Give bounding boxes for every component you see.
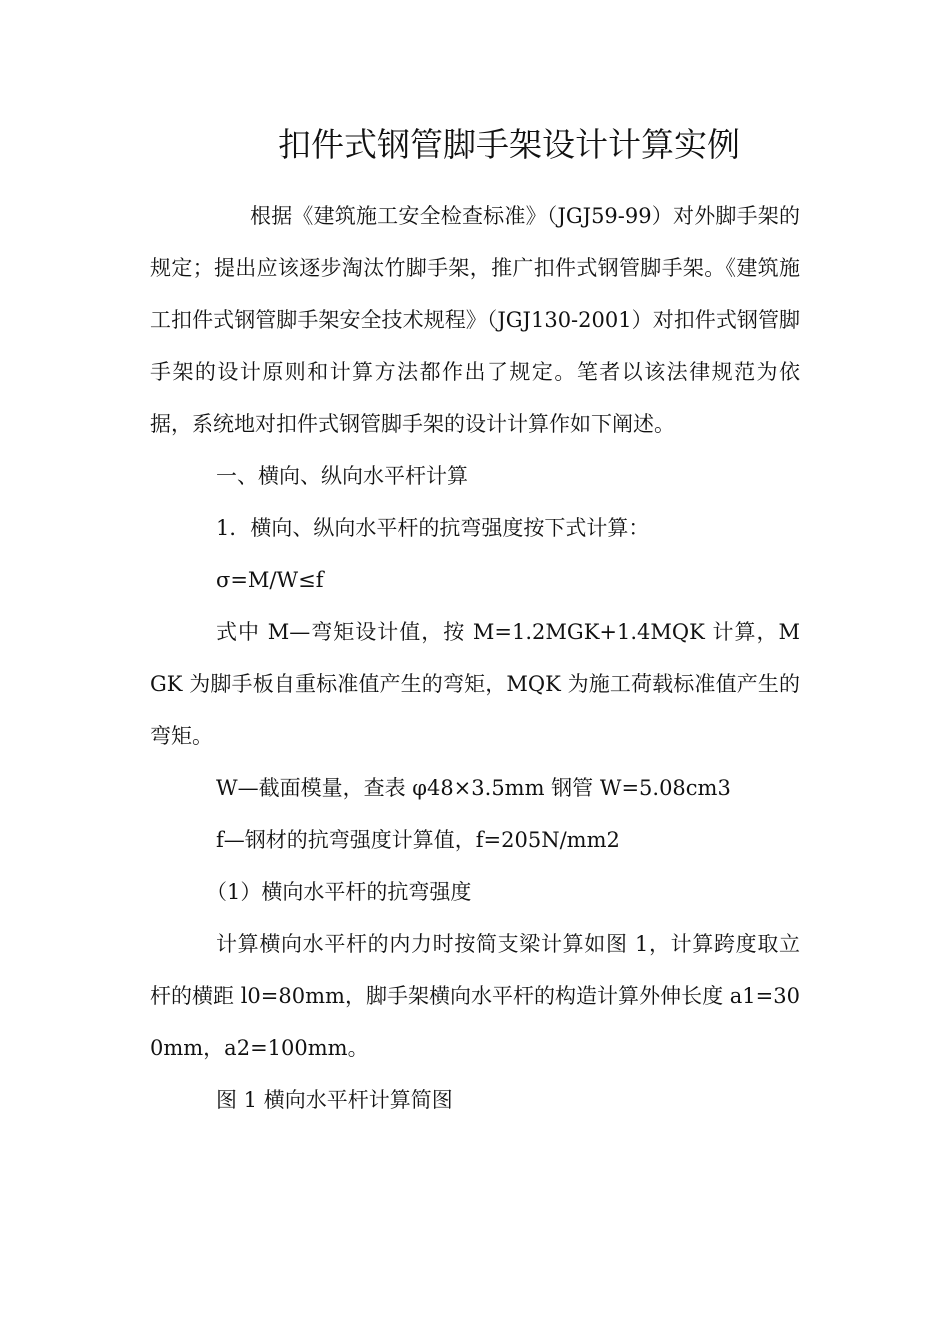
calculation-paragraph: 计算横向水平杆的内力时按简支梁计算如图 1，计算跨度取立杆的横距 l0=80mm，脚手架横向水平杆的构造计算外伸长度 a1=300mm，a2=100mm。 (150, 932, 800, 1060)
subsection-heading: （1）横向水平杆的抗弯强度 (206, 880, 472, 904)
formula-explanation-m: 式中 M—弯矩设计值，按 M=1.2MGK+1.4MQK 计算，MGK 为脚手板自重标准值产生的弯矩，MQK 为施工荷载标准值产生的弯矩。 (150, 620, 800, 748)
section-heading: 一、横向、纵向水平杆计算 (216, 464, 468, 488)
formula-explanation-w: W—截面模量，查表 φ48×3.5mm 钢管 W=5.08cm3 (216, 776, 731, 800)
figure-caption: 图 1 横向水平杆计算简图 (216, 1088, 453, 1112)
document-body (150, 190, 800, 1126)
document-title: 扣件式钢管脚手架设计计算实例 (278, 125, 740, 164)
formula: σ=M/W≤f (216, 568, 324, 592)
formula-explanation-f: f—钢材的抗弯强度计算值，f=205N/mm2 (216, 828, 620, 852)
item-heading: 1．横向、纵向水平杆的抗弯强度按下式计算： (216, 516, 650, 540)
intro-paragraph: 根据《建筑施工安全检查标准》（JGJ59-99）对外脚手架的规定；提出应该逐步淘汰竹脚手架，推广扣件式钢管脚手架。《建筑施工扣件式钢管脚手架安全技术规程》（JGJ130-2001）对扣件式钢管脚手架的设计原则和计算方法都作出了规定。笔者以该法律规范为依据，系统地对扣件式钢管脚手架的设计计算作如下阐述。 (150, 204, 800, 436)
